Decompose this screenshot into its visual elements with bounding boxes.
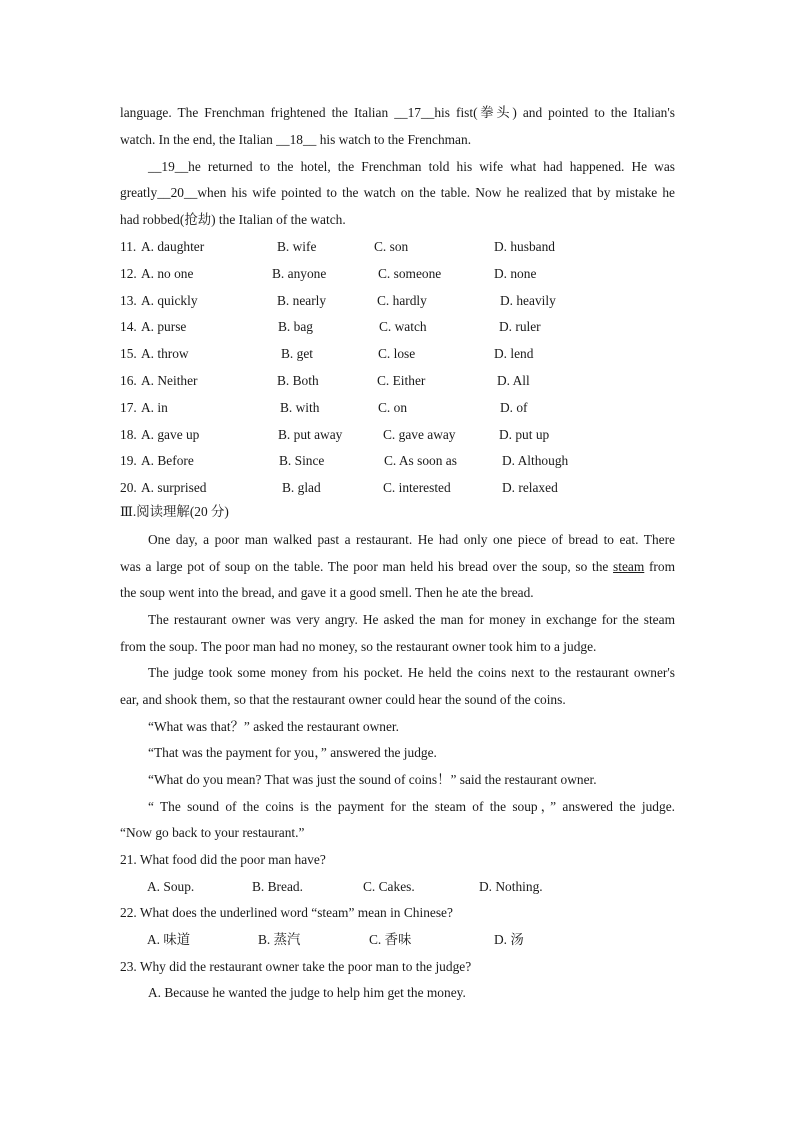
option-a: A. no one	[141, 265, 194, 281]
dialogue-line2: “That was the payment for you，” answered the judge.	[148, 745, 437, 760]
q22-option-a: A. 味道	[147, 932, 191, 947]
option-a: A. purse	[141, 319, 187, 335]
passage2-p2-line2: from the soup. The poor man had no money, so the restaurant owner took him to a judge.	[120, 639, 597, 654]
question-number: 20.	[120, 480, 137, 496]
option-c: C. As soon as	[384, 453, 457, 469]
question-number: 19.	[120, 453, 137, 469]
question-21: 21. What food did the poor man have?	[120, 852, 326, 867]
option-c: C. someone	[378, 265, 442, 281]
passage2-p2-line1: The restaurant owner was very angry. He asked the man for money in exchange for the steam	[148, 612, 675, 627]
option-d: D. of	[500, 399, 528, 415]
question-number: 11.	[120, 239, 137, 254]
passage1-line5: had robbed(抢劫) the Italian of the watch.	[120, 212, 346, 227]
question-21-options	[120, 878, 675, 895]
question-22-options	[120, 931, 675, 948]
option-a: A. surprised	[141, 480, 207, 496]
option-b: B. get	[281, 346, 313, 362]
option-a: A. gave up	[141, 426, 200, 442]
q21-option-d: D. Nothing.	[479, 879, 543, 894]
question-number: 15.	[120, 346, 137, 362]
option-d: D. none	[494, 265, 537, 281]
option-c: C. gave away	[383, 426, 456, 442]
option-c: C. son	[374, 239, 409, 254]
q21-option-b: B. Bread.	[252, 879, 303, 894]
question-number: 17.	[120, 399, 137, 415]
option-c: C. on	[378, 399, 408, 415]
option-b: B. with	[280, 399, 320, 415]
option-b: B. glad	[282, 480, 321, 496]
passage1-line2: watch. In the end, the Italian __18__ his watch to the Frenchman.	[120, 132, 472, 147]
passage1-line4: greatly__20__when his wife pointed to the watch on the table. Now he realized that by mistake he	[120, 185, 675, 200]
option-d: D. All	[497, 373, 530, 388]
option-d: D. relaxed	[502, 480, 558, 496]
cloze-option-row	[120, 426, 675, 443]
option-a: A. quickly	[141, 292, 198, 308]
cloze-option-row	[120, 292, 675, 309]
dialogue-line3: “What do you mean? That was just the sound of coins！” said the restaurant owner.	[148, 772, 597, 787]
option-d: D. Although	[502, 453, 569, 469]
option-c: C. watch	[379, 319, 427, 335]
cloze-option-row	[120, 372, 675, 389]
option-a: A. throw	[141, 346, 189, 362]
dialogue-line4: “ The sound of the coins is the payment for the steam of the soup，” answered the judge.	[148, 799, 675, 814]
option-a: A. Before	[141, 453, 194, 469]
cloze-option-row	[120, 265, 675, 282]
question-number: 12.	[120, 265, 137, 281]
question-22: 22. What does the underlined word “steam” mean in Chinese?	[120, 905, 453, 920]
q21-option-a: A. Soup.	[147, 879, 195, 894]
option-b: B. nearly	[277, 292, 327, 308]
cloze-option-row	[120, 345, 675, 362]
option-d: D. lend	[494, 346, 534, 362]
option-d: D. heavily	[500, 292, 556, 308]
q22-option-b: B. 蒸汽	[258, 932, 301, 947]
option-b: B. wife	[277, 239, 317, 254]
cloze-option-row	[120, 238, 675, 255]
q22-option-c: C. 香味	[369, 932, 412, 947]
option-b: B. bag	[278, 319, 313, 335]
option-c: C. interested	[383, 480, 451, 496]
option-c: C. hardly	[377, 292, 427, 308]
question-number: 13.	[120, 292, 137, 308]
question-23: 23. Why did the restaurant owner take the poor man to the judge?	[120, 959, 472, 974]
option-b: B. Since	[279, 453, 325, 469]
cloze-option-row	[120, 318, 675, 335]
option-b: B. anyone	[272, 265, 327, 281]
q23-option-a: A. Because he wanted the judge to help him get the money.	[148, 985, 466, 1000]
option-c: C. Either	[377, 373, 426, 388]
option-a: A. Neither	[141, 373, 198, 388]
option-b: B. Both	[277, 373, 319, 388]
passage1-line3: __19__he returned to the hotel, the Frenchman told his wife what had happened. He was	[148, 159, 675, 174]
option-d: D. put up	[499, 426, 550, 442]
q21-option-c: C. Cakes.	[363, 879, 415, 894]
passage2-p3-line1: The judge took some money from his pocket. He held the coins next to the restaurant owner's	[148, 665, 675, 680]
passage1-line1: language. The Frenchman frightened the Italian __17__his fist(拳头) and pointed to the Italian's	[120, 105, 676, 120]
passage2-p1-line2: was a large pot of soup on the table. The poor man held his bread over the soup, so the steam from	[120, 559, 675, 574]
passage2-p1-line1: One day, a poor man walked past a restaurant. He had only one piece of bread to eat. There	[148, 532, 675, 547]
option-d: D. ruler	[499, 319, 541, 335]
passage2-p1-line3: the soup went into the bread, and gave it a good smell. Then he ate the bread.	[120, 585, 534, 600]
q22-option-d: D. 汤	[494, 932, 524, 947]
underlined-word-steam: steam	[613, 559, 645, 574]
option-a: A. daughter	[141, 239, 205, 254]
dialogue-line5: “Now go back to your restaurant.”	[120, 825, 305, 840]
question-number: 16.	[120, 373, 137, 388]
option-c: C. lose	[378, 346, 416, 362]
passage2-p3-line2: ear, and shook them, so that the restaurant owner could hear the sound of the coins.	[120, 692, 566, 707]
cloze-option-row	[120, 479, 675, 496]
cloze-option-row	[120, 452, 675, 469]
dialogue-line1: “What was that？” asked the restaurant owner.	[148, 719, 399, 734]
option-d: D. husband	[494, 239, 555, 254]
question-number: 18.	[120, 426, 137, 442]
option-b: B. put away	[278, 426, 343, 442]
option-a: A. in	[141, 399, 168, 415]
question-number: 14.	[120, 319, 137, 335]
section-title: Ⅲ.阅读理解(20 分)	[120, 504, 229, 519]
cloze-option-row	[120, 399, 675, 416]
